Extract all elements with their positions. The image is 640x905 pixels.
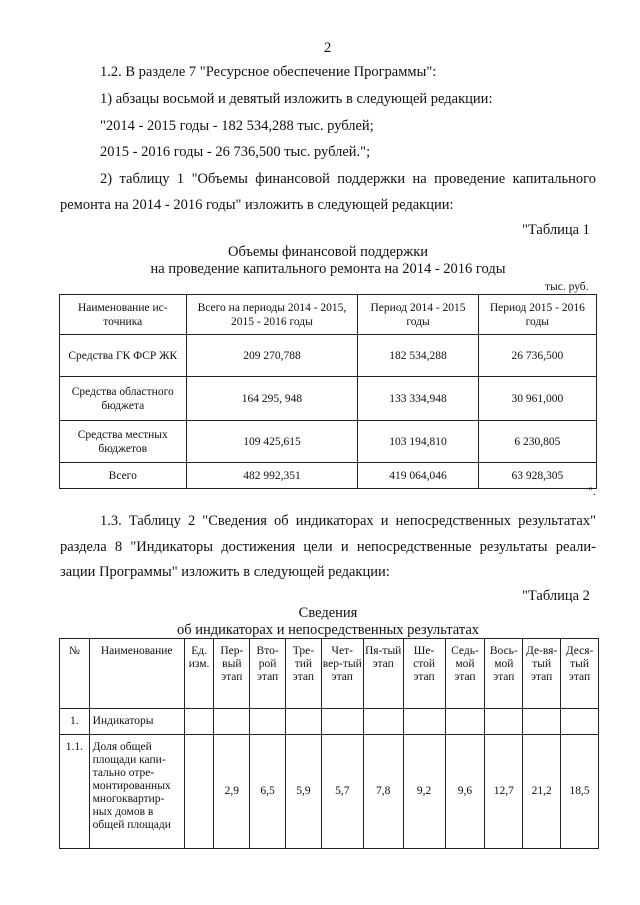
table2-title-line1: Сведения [298,605,358,621]
paragraph-1-3-line1: 1.3. Таблицу 2 "Сведения об индикаторах и непосредственных результатах" [100,513,596,529]
paragraph-2014-2015: "2014 - 2015 годы - 182 534,288 тыс. рублей; [100,118,374,134]
table2-header-stage-6: Ше-стой этап [403,639,445,709]
table1-cell: 6 230,805 [478,421,596,463]
table1-cell: 63 928,305 [478,463,596,489]
table1-header-total: Всего на периоды 2014 - 2015, 2015 - 2016 годы [186,295,358,335]
paragraph-1-2: 1.2. В разделе 7 "Ресурсное обеспечение Программы": [100,64,437,80]
table2-row1-name: Индикаторы [89,709,184,735]
table1-cell: 30 961,000 [478,377,596,421]
table-row [60,463,597,489]
table1-label: "Таблица 1 [522,222,590,238]
table-row [60,709,599,735]
table2-cell [485,709,523,735]
table2-value-stage-8: 12,7 [485,735,523,849]
table2-value-stage-2: 6,5 [250,735,286,849]
table1 [59,294,597,489]
table2-header-stage-3: Тре-тий этап [286,639,322,709]
table2-header-row [60,639,599,709]
table1-cell: 419 064,046 [358,463,478,489]
table1-cell: 103 194,810 [358,421,478,463]
paragraph-item-2-line1: 2) таблицу 1 "Объемы финансовой поддержки на проведение капитального [100,171,596,187]
table1-title-line2: на проведение капитального ремонта на 2014 - 2016 годы [150,261,506,277]
name-line: общей площади [92,819,171,831]
table2-header-stage-8: Вось-мой этап [485,639,523,709]
table2-header-stage-10: Деся-тый этап [561,639,599,709]
table2-cell [445,709,485,735]
table1-cell: Средства местных бюджетов [60,421,187,463]
table1-cell: 109 425,615 [186,421,358,463]
table2-cell [403,709,445,735]
table2-cell [321,709,363,735]
table2-title-line2: об индикаторах и непосредственных результатах [176,622,480,638]
table2 [59,638,599,849]
table2-header-stage-9: Де-вя-тый этап [523,639,561,709]
paragraph-item-1: 1) абзацы восьмой и девятый изложить в следующей редакции: [100,91,493,107]
table-row [60,421,597,463]
table1-header-2015-2016: Период 2015 - 2016 годы [478,295,596,335]
table2-header-stage-7: Седь-мой этап [445,639,485,709]
table2-value-stage-6: 9,2 [403,735,445,849]
name-line: Доля общей [92,741,152,753]
table2-value-stage-1: 2,9 [214,735,250,849]
table2-cell [250,709,286,735]
table2-cell [523,709,561,735]
table2-cell [363,709,403,735]
page-number: 2 [324,40,332,56]
table1-unit: тыс. руб. [545,281,589,293]
table1-cell: 133 334,948 [358,377,478,421]
table1-cell: 482 992,351 [186,463,358,489]
table1-header-2014-2015: Период 2014 - 2015 годы [358,295,478,335]
table2-cell [561,709,599,735]
table1-cell: Средства областного бюджета [60,377,187,421]
table2-header-unit: Ед. изм. [184,639,214,709]
table1-title-line1: Объемы финансовой поддержки [228,244,428,260]
name-line: монтированных [92,780,171,792]
table2-row1-num: 1. [60,709,90,735]
table2-cell [286,709,322,735]
table2-value-stage-7: 9,6 [445,735,485,849]
table2-cell [184,709,214,735]
table1-cell: 164 295, 948 [186,377,358,421]
table2-header-num: № [60,639,90,709]
table1-cell: 26 736,500 [478,335,596,377]
table1-cell: 209 270,788 [186,335,358,377]
name-line: тально отре- [92,767,155,779]
table-row [60,735,599,849]
table2-cell [184,735,214,849]
table2-value-stage-4: 5,7 [321,735,363,849]
table2-header-stage-2: Вто-рой этап [250,639,286,709]
table-row [60,377,597,421]
table2-label: "Таблица 2 [522,588,590,604]
paragraph-item-2-line2: ремонта на 2014 - 2016 годы" изложить в следующей редакции: [60,197,454,213]
table1-cell: Всего [60,463,187,489]
name-line: многоквартир- [92,793,165,805]
table2-value-stage-5: 7,8 [363,735,403,849]
paragraph-1-3-line2: раздела 8 "Индикаторы достижения цели и непосредственные результаты реали- [60,539,596,555]
table2-row2-name [89,735,184,849]
table1-cell: 182 534,288 [358,335,478,377]
table2-value-stage-9: 21,2 [523,735,561,849]
table2-value-stage-3: 5,9 [286,735,322,849]
table2-header-stage-4: Чет-вер-тый этап [321,639,363,709]
name-line: площади капи- [92,754,166,766]
table1-closing-quote: ". [588,484,596,498]
table1-header-source: Наименование ис-точника [60,295,187,335]
table-row [60,335,597,377]
table2-header-name: Наименование [89,639,184,709]
table2-header-stage-1: Пер-вый этап [214,639,250,709]
name-line: ных домов в [92,806,154,818]
table2-value-stage-10: 18,5 [561,735,599,849]
table1-header-row [60,295,597,335]
table2-cell [214,709,250,735]
paragraph-1-3-line3: зации Программы" изложить в следующей редакции: [60,564,390,580]
table2-header-stage-5: Пя-тый этап [363,639,403,709]
table2-row2-num: 1.1. [60,735,90,849]
table1-cell: Средства ГК ФСР ЖК [60,335,187,377]
paragraph-2015-2016: 2015 - 2016 годы - 26 736,500 тыс. рублей."; [100,144,371,160]
